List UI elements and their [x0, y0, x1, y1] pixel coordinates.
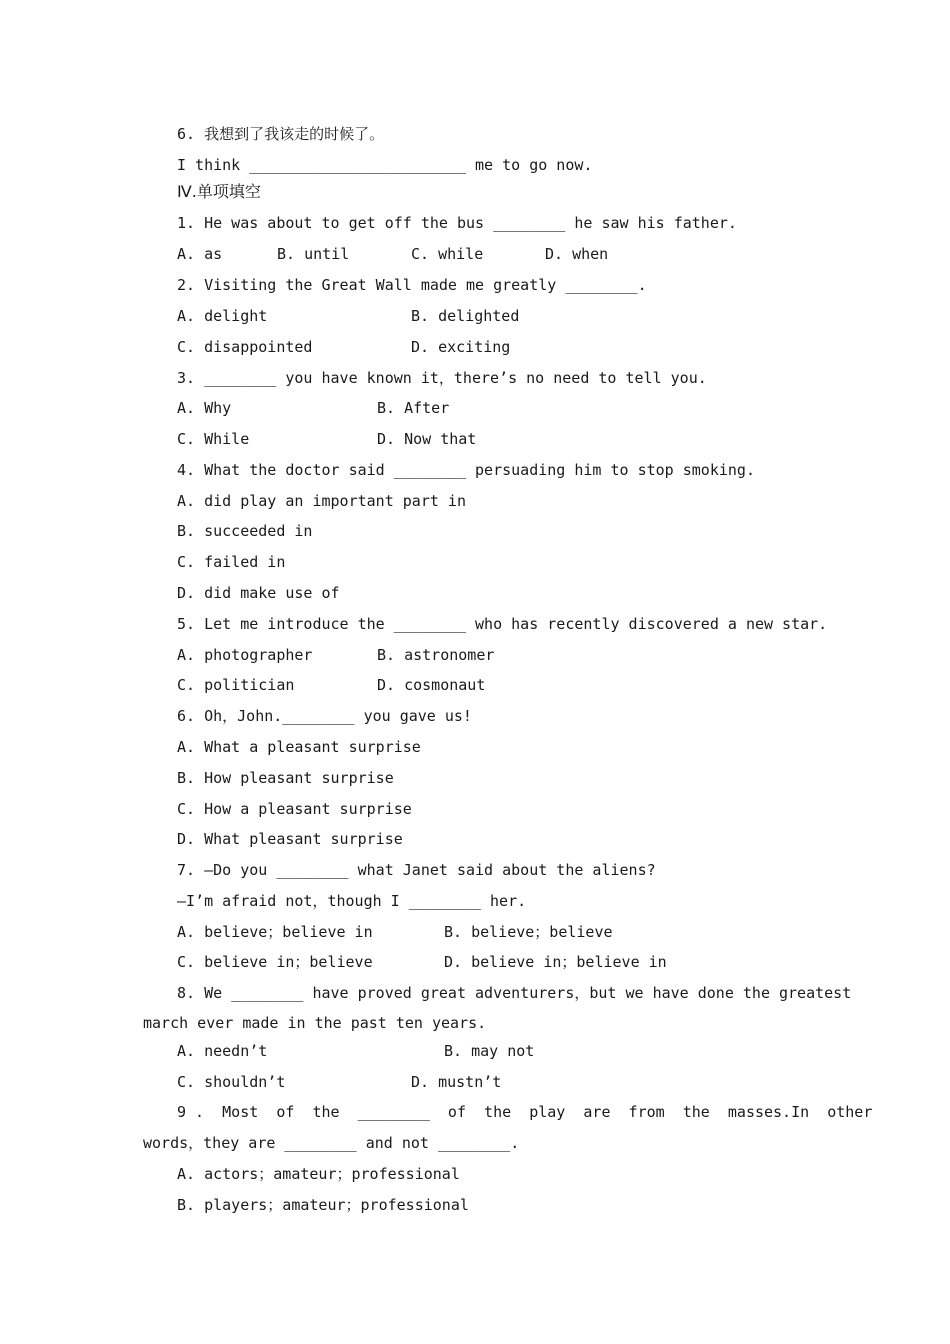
q7-option-c: C. believe in；believe: [177, 953, 373, 971]
question-8-line-2: march ever made in the past ten years.: [143, 1014, 487, 1032]
question-4: 4. What the doctor said ________ persuading him to stop smoking.: [177, 461, 755, 479]
q1-option-c: C. while: [411, 245, 484, 263]
q1-option-b: B. until: [277, 245, 350, 263]
q8-option-d: D. mustn’t: [411, 1073, 502, 1091]
question-9-line-2: words，they are ________ and not ________.: [143, 1134, 520, 1152]
q3-option-a: A. Why: [177, 399, 232, 417]
q2-option-d: D. exciting: [411, 338, 511, 356]
question-7-line-2: —I’m afraid not，though I ________ her.: [177, 892, 527, 910]
q8-option-b: B. may not: [444, 1042, 535, 1060]
question-5: 5. Let me introduce the ________ who has recently discovered a new star.: [177, 615, 828, 633]
q3-option-c: C. While: [177, 430, 250, 448]
q7-option-a: A. believe；believe in: [177, 923, 373, 941]
q6-option-b: B. How pleasant surprise: [177, 769, 394, 787]
q8-option-c: C. shouldn’t: [177, 1073, 286, 1091]
q2-option-b: B. delighted: [411, 307, 520, 325]
q2-option-c: C. disappointed: [177, 338, 313, 356]
q9-option-a: A. actors；amateur；professional: [177, 1165, 460, 1183]
q6-option-a: A. What a pleasant surprise: [177, 738, 421, 756]
q5-option-b: B. astronomer: [377, 646, 495, 664]
q4-option-c: C. failed in: [177, 553, 286, 571]
q4-option-d: D. did make use of: [177, 584, 340, 602]
question-7-line-1: 7. —Do you ________ what Janet said about the aliens?: [177, 861, 656, 879]
q5-option-a: A. photographer: [177, 646, 313, 664]
q4-option-a: A. did play an important part in: [177, 492, 466, 510]
q9-option-b: B. players；amateur；professional: [177, 1196, 469, 1214]
q7-option-d: D. believe in；believe in: [444, 953, 667, 971]
q2-option-a: A. delight: [177, 307, 268, 325]
q6-option-d: D. What pleasant surprise: [177, 830, 403, 848]
q6-option-c: C. How a pleasant surprise: [177, 800, 412, 818]
question-1: 1. He was about to get off the bus ________ he saw his father.: [177, 214, 737, 232]
section-heading: Ⅳ.单项填空: [177, 182, 261, 201]
question-6-english: I think ________________________ me to go now.: [177, 156, 593, 174]
question-2: 2. Visiting the Great Wall made me greatly ________.: [177, 276, 647, 294]
q3-option-b: B. After: [377, 399, 450, 417]
question-8-line-1: 8. We ________ have proved great adventurers，but we have done the greatest: [177, 984, 852, 1002]
q5-option-d: D. cosmonaut: [377, 676, 486, 694]
question-9-line-1: 9 . Most of the ________ of the play are from the masses.In other: [177, 1103, 873, 1121]
question-6-chinese: 6. 我想到了我该走的时候了。: [177, 125, 385, 143]
question-3: 3. ________ you have known it，there’s no need to tell you.: [177, 369, 707, 387]
question-6: 6. Oh，John.________ you gave us!: [177, 707, 472, 725]
q8-option-a: A. needn’t: [177, 1042, 268, 1060]
q5-option-c: C. politician: [177, 676, 295, 694]
q1-option-d: D. when: [545, 245, 609, 263]
q3-option-d: D. Now that: [377, 430, 477, 448]
q4-option-b: B. succeeded in: [177, 522, 313, 540]
q1-option-a: A. as: [177, 245, 223, 263]
q7-option-b: B. believe；believe: [444, 923, 613, 941]
